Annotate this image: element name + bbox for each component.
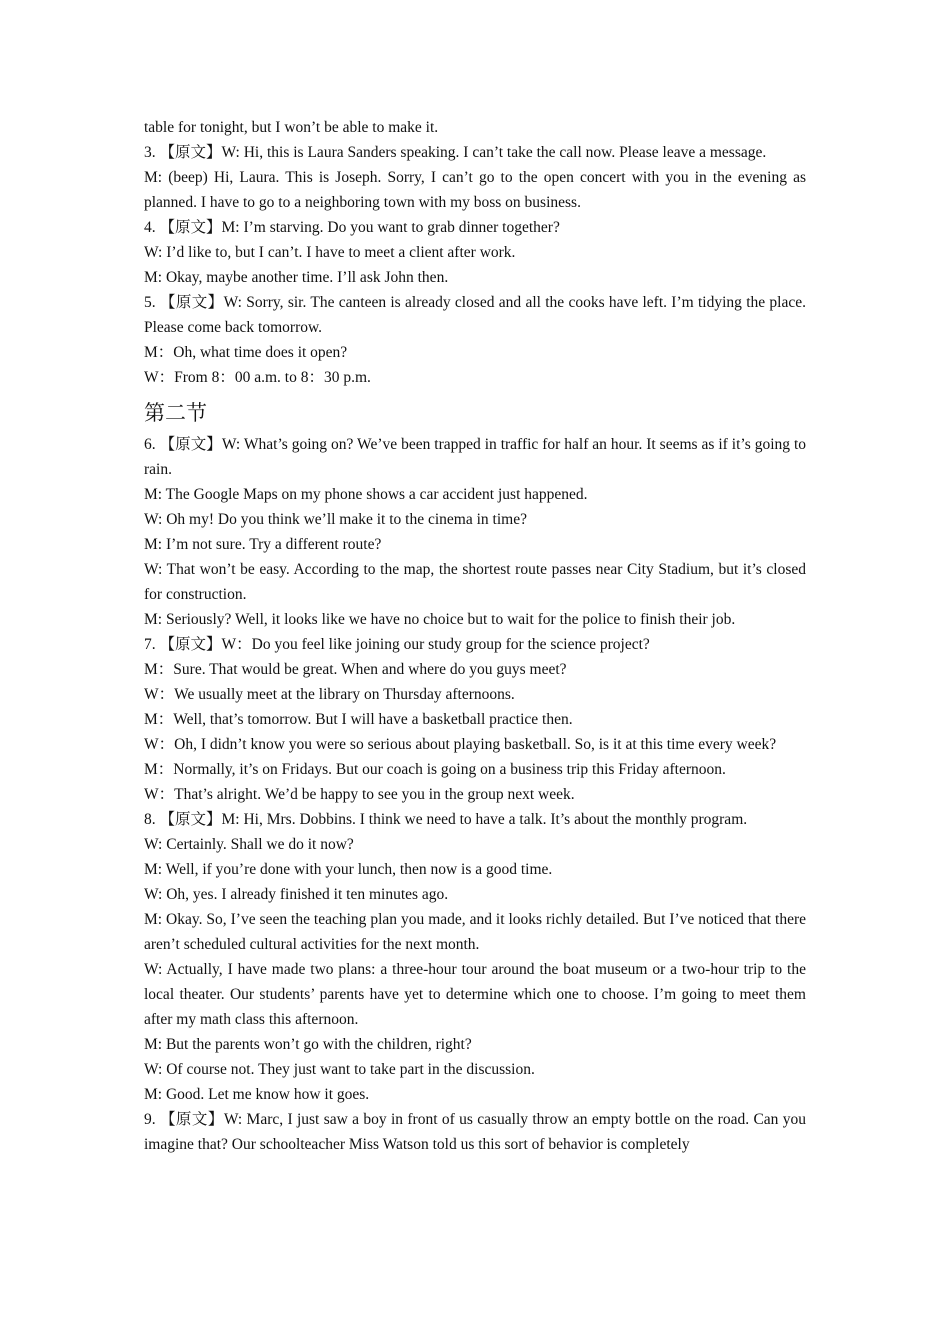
paragraph-line: table for tonight, but I won’t be able to make it. <box>144 119 439 136</box>
document-page <box>144 115 806 1157</box>
paragraph-line: M：Normally, it’s on Fridays. But our coach is going on a business trip this Friday afternoon. <box>144 761 726 778</box>
paragraph-line: M: I’m not sure. Try a different route? <box>144 536 382 553</box>
paragraph-item-6: 6. 【原文】W: What’s going on? We’ve been trapped in traffic for half an hour. It seems as if it’s going to rain. <box>144 436 806 478</box>
paragraph-line: M：Oh, what time does it open? <box>144 344 348 361</box>
paragraph-line: W: That won’t be easy. According to the map, the shortest route passes near City Stadium, but it’s closed for construction. <box>144 561 806 603</box>
paragraph-line: W: Certainly. Shall we do it now? <box>144 836 354 853</box>
paragraph-line: W: Oh my! Do you think we’ll make it to the cinema in time? <box>144 511 527 528</box>
paragraph-line: M: (beep) Hi, Laura. This is Joseph. Sorry, I can’t go to the open concert with you in the evening as planned. I have to go to a neighboring town with my boss on business. <box>144 169 806 211</box>
paragraph-line: M：Sure. That would be great. When and where do you guys meet? <box>144 661 567 678</box>
paragraph-item-8: 8. 【原文】M: Hi, Mrs. Dobbins. I think we need to have a talk. It’s about the monthly program. <box>144 811 748 828</box>
paragraph-item-9: 9. 【原文】W: Marc, I just saw a boy in front of us casually throw an empty bottle on the road. Can you imagine that? Our schoolteacher Miss Watson told us this sort of behavior is completely <box>144 1111 806 1153</box>
paragraph-line: M: Okay. So, I’ve seen the teaching plan you made, and it looks richly detailed. But I’ve noticed that there aren’t scheduled cultural activities for the next month. <box>144 911 806 953</box>
paragraph-item-7: 7. 【原文】W：Do you feel like joining our study group for the science project? <box>144 636 650 653</box>
paragraph-line: M: The Google Maps on my phone shows a car accident just happened. <box>144 486 588 503</box>
paragraph-item-4: 4. 【原文】M: I’m starving. Do you want to grab dinner together? <box>144 219 560 236</box>
paragraph-line: W: I’d like to, but I can’t. I have to meet a client after work. <box>144 244 516 261</box>
paragraph-line: W：From 8：00 a.m. to 8：30 p.m. <box>144 369 371 386</box>
paragraph-line: M: Seriously? Well, it looks like we have no choice but to wait for the police to finish their job. <box>144 611 736 628</box>
paragraph-item-3: 3. 【原文】W: Hi, this is Laura Sanders speaking. I can’t take the call now. Please leave a message. <box>144 144 767 161</box>
paragraph-line: W: Oh, yes. I already finished it ten minutes ago. <box>144 886 449 903</box>
paragraph-line: W：We usually meet at the library on Thursday afternoons. <box>144 686 515 703</box>
paragraph-line: M: But the parents won’t go with the children, right? <box>144 1036 472 1053</box>
paragraph-line: W: Actually, I have made two plans: a three-hour tour around the boat museum or a two-hour trip to the local theater. Our students’ parents have yet to determine which one to choose. I’m going to meet them after my math class this afternoon. <box>144 961 806 1028</box>
paragraph-line: W：Oh, I didn’t know you were so serious about playing basketball. So, is it at this time every week? <box>144 736 777 753</box>
paragraph-line: W：That’s alright. We’d be happy to see you in the group next week. <box>144 786 575 803</box>
paragraph-line: M：Well, that’s tomorrow. But I will have a basketball practice then. <box>144 711 573 728</box>
paragraph-line: M: Good. Let me know how it goes. <box>144 1086 370 1103</box>
paragraph-line: W: Of course not. They just want to take part in the discussion. <box>144 1061 535 1078</box>
paragraph-line: M: Well, if you’re done with your lunch, then now is a good time. <box>144 861 553 878</box>
paragraph-item-5: 5. 【原文】W: Sorry, sir. The canteen is already closed and all the cooks have left. I’m tidying the place. Please come back tomorrow. <box>144 294 806 336</box>
paragraph-line: M: Okay, maybe another time. I’ll ask John then. <box>144 269 449 286</box>
section-heading: 第二节 <box>144 401 207 425</box>
